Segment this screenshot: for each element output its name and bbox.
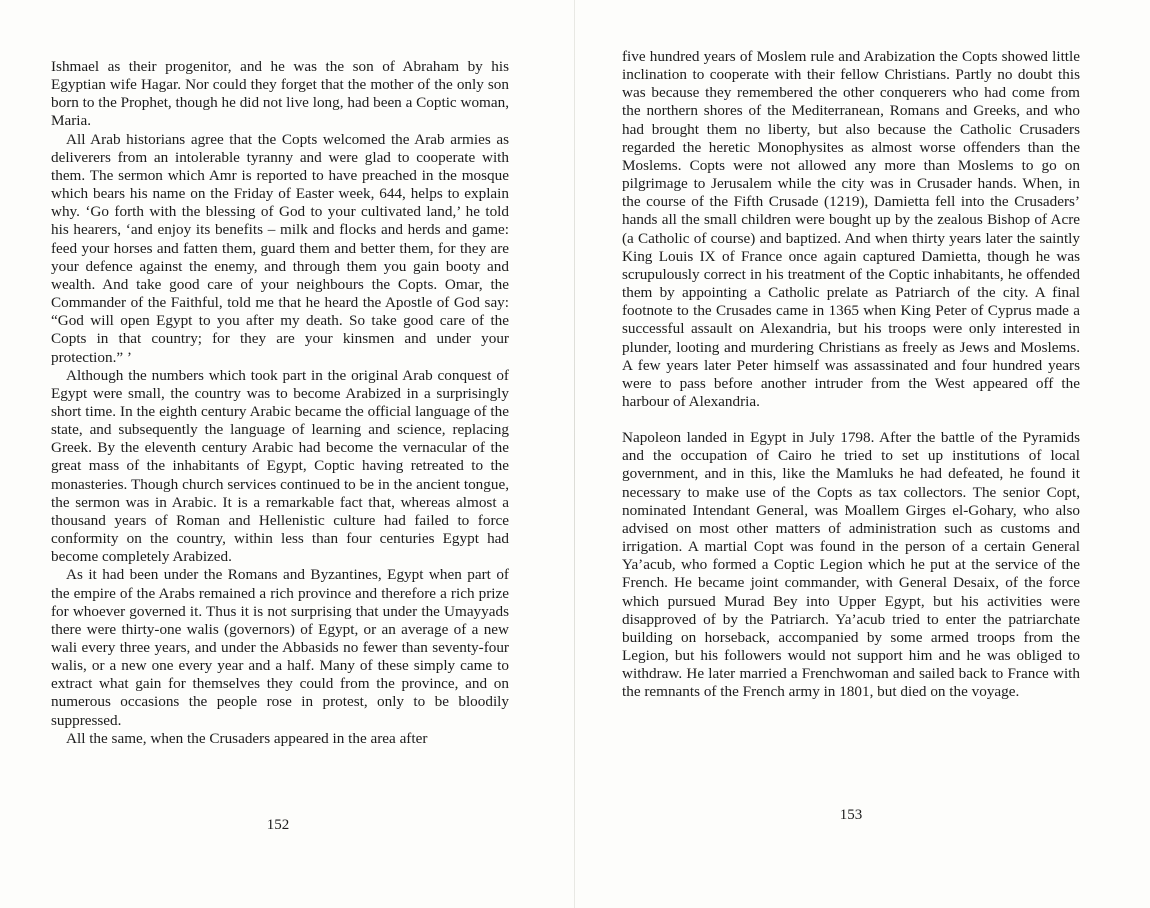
paragraph: All Arab historians agree that the Copts welcomed the Arab armies as deliverers from an intolerable tyranny and were glad to cooperate with them. The sermon which Amr is reported to have preached in the mosque which bears his name on the Friday of Easter week, 644, helps to explain why. ‘Go forth with the blessing of God to your cultivated land,’ he told his hearers, ‘and enjoy its benefits – milk and flocks and herds and game: feed your horses and fatten them, guard them and better them, for they are your defence against the enemy, and through them you gain booty and wealth. And take good care of your neighbours the Copts. Omar, the Commander of the Faithful, told me that he heard the Apostle of God say: “God will open Egypt to you after my death. So take good care of the Copts in that country; for they are your kinsmen and under your protection.” ’ <box>51 130 509 366</box>
page-number: 153 <box>839 807 863 823</box>
paragraph: Although the numbers which took part in the original Arab conquest of Egypt were small, the country was to become Arabized in a surprisingly short time. In the eighth century Arabic became the official language of the state, and subsequently the language of learning and science, replacing Greek. By the eleventh century Arabic had become the vernacular of the great mass of the inhabitants of Egypt, Coptic having retreated to the monasteries. Though church services continued to be in the ancient tongue, the sermon was in Arabic. It is a remarkable fact that, whereas almost a thousand years of Roman and Hellenistic culture had failed to force conformity on the country, within less than four centuries Egypt had become completely Arabized. <box>51 366 509 566</box>
paragraph: five hundred years of Moslem rule and Arabization the Copts showed little inclination to cooperate with their fellow Christians. Partly no doubt this was because they remembered the other conquerers who had come from the northern shores of the Mediterranean, Romans and Greeks, and who had brought them no liberty, but also because the Catholic Crusaders regarded the heretic Monophysites as almost worse offenders than the Moslems. Copts were not allowed any more than Moslems to go on pilgrimage to Jerusalem while the city was in Crusader hands. When, in the course of the Fifth Crusade (1219), Damietta fell into the Crusaders’ hands all the small children were bought up by the zealous Bishop of Acre (a Catholic of course) and baptized. And when thirty years later the saintly King Louis IX of France once again captured Damietta, though he was scrupulously correct in his treatment of the Coptic inhabitants, he offended them by appointing a Catholic prelate as Patriarch of the city. A final footnote to the Crusades came in 1365 when King Peter of Cyprus made a successful assault on Alexandria, but his troops were only interested in plunder, looting and murdering Christians as freely as Jews and Moslems. A few years later Peter himself was assassinated and four hundred years were to pass before another intruder from the West appeared off the harbour of Alexandria. <box>622 48 1080 410</box>
paragraph: Ishmael as their progenitor, and he was the son of Abraham by his Egyptian wife Hagar. Nor could they forget that the mother of the only son born to the Prophet, though he did not live long, had been a Coptic woman, Maria. <box>51 58 509 130</box>
right-page-text <box>622 48 1080 701</box>
paragraph: Napoleon landed in Egypt in July 1798. After the battle of the Pyramids and the occupation of Cairo he tried to set up institutions of local government, and in this, like the Mamluks he had defeated, he found it necessary to make use of the Copts as tax collectors. The senior Copt, nominated Intendant General, was Moallem Girges el-Gohary, who also advised on most other matters of administration such as customs and irrigation. A martial Copt was found in the person of a certain General Ya’acub, who formed a Coptic Legion which he put at the service of the French. He became joint commander, with General Desaix, of the force which pursued Murad Bey into Upper Egypt, but his activities were disapproved of by the Patriarch. Ya’acub tried to enter the patriarchate building on horseback, accompanied by some armed troops from the Legion, but his followers would not support him and he was obliged to withdraw. He later married a Frenchwoman and sailed back to France with the remnants of the French army in 1801, but died on the voyage. <box>622 429 1080 701</box>
paragraph: All the same, when the Crusaders appeared in the area after <box>66 729 428 747</box>
paragraph: As it had been under the Romans and Byzantines, Egypt when part of the empire of the Arabs remained a rich province and therefore a rich prize for whoever governed it. Thus it is not surprising that under the Umayyads there were thirty-one walis (governors) of Egypt, or an average of a new wali every three years, and under the Abbasids no fewer than seventy-four walis, or a new one every year and a half. Many of these simply came to extract what gain for themselves they could from the province, and on numerous occasions the people rose in protest, only to be bloodily suppressed. <box>51 566 509 729</box>
page-number: 152 <box>266 817 290 833</box>
right-page <box>575 0 1150 908</box>
left-page-text <box>51 58 509 748</box>
